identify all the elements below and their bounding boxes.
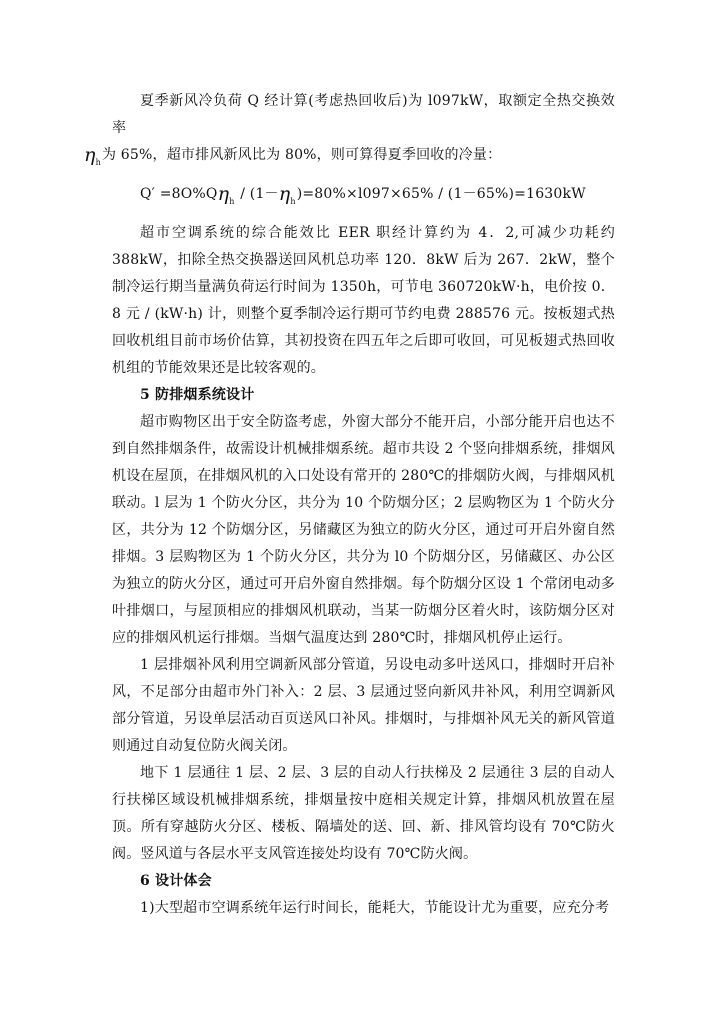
formula-recovered-cooling (112, 181, 615, 215)
formula-part: / (1－ (235, 186, 279, 202)
formula-part: )=80%×l097×65% / (1－65%)=1630kW (296, 186, 586, 202)
eta-letter: η (217, 183, 230, 205)
eta-letter: η (84, 144, 96, 166)
paragraph-text: 为 65%，超市排风新风比为 80%，则可算得夏季回收的冷量： (101, 147, 502, 163)
paragraph-makeup-air: 1 层排烟补风利用空调新风部分管道，另设电动多叶送风口，排烟时开启补风，不足部分由超市外门补入：2 层、3 层通过竖向新风井补风，利用空调新风部分管道，另设单层活动百页送风口补风。排烟时，与排烟补风无关的新风管道则通过自动复位防火阀关闭。 (112, 657, 615, 754)
formula-part: Q′ =8O%Q (140, 186, 218, 202)
paragraph-text: 夏季新风冷负荷 Q 经计算(考虑热回收后)为 l097kW，取额定全热交换效率 (112, 93, 615, 136)
paragraph-fresh-air-load (84, 88, 615, 176)
paragraph-smoke-exhaust: 超市购物区出于安全防盗考虑，外窗大部分不能开启，小部分能开启也达不到自然排烟条件，故需设计机械排烟系统。超市共设 2 个竖向排烟系统，排烟风机设在屋顶，在排烟风机的入口处设有常开的 280℃的排烟防火阀，与排烟风机联动。l 层为 1 个防火分区，共分为 10 个防烟分区；2 层购物区为 1 个防火分区，共分为 12 个防烟分区，另储藏区为独立的防火分区，通过可开启外窗自然排烟。3 层购物区为 1 个防火分区，共分为 l0 个防烟分区，另储藏区、办公区为独立的防火分区，通过可开启外窗自然排烟。每个防烟分区设 1 个常闭电动多叶排烟口，与屋顶相应的排烟风机联动，当某一防烟分区着火时，该防烟分区对应的排烟风机运行排烟。当烟气温度达到 280℃时，排烟风机停止运行。 (112, 414, 615, 646)
section-heading-design-experience: 6 设计体会 (140, 873, 212, 889)
paragraph-eer-savings: 超市空调系统的综合能效比 EER 职经计算约为 4．2,可减少功耗约 388kW，扣除全热交换器送回风机总功率 120．8kW 后为 267．2kW，整个制冷运行期当量满负荷运行时间为 1350h，可节电 360720kW·h，电价按 0．8 元 / (kW·h) 计，则整个夏季制冷运行期可节约电费 288576 元。按板翅式热回收机组目前市场价估算，其初投资在四五年之后即可收回，可见板翅式热回收机组的节能效果还是比较客观的。 (112, 225, 615, 376)
eta-subscript: h (229, 197, 235, 206)
eta-subscript: h (95, 158, 101, 167)
paragraph-design-note-1: 1)大型超市空调系统年运行时间长，能耗大，节能设计尤为重要，应充分考 (140, 900, 610, 916)
eta-symbol (84, 144, 102, 167)
section-heading-smoke-control: 5 防排烟系统设计 (140, 387, 255, 403)
eta-subscript: h (290, 197, 296, 206)
document-body (84, 88, 615, 922)
eta-letter: η (278, 183, 291, 205)
paragraph-escalator-exhaust: 地下 1 层通往 1 层、2 层、3 层的自动人行扶梯及 2 层通往 3 层的自动人行扶梯区域设机械排烟系统，排烟量按中庭相关规定计算，排烟风机放置在屋顶。所有穿越防火分区、楼板、隔墙处的送、回、新、排风管均设有 70℃防火阀。竖风道与各层水平支风管连接处均设有 70℃防火阀。 (112, 765, 615, 862)
